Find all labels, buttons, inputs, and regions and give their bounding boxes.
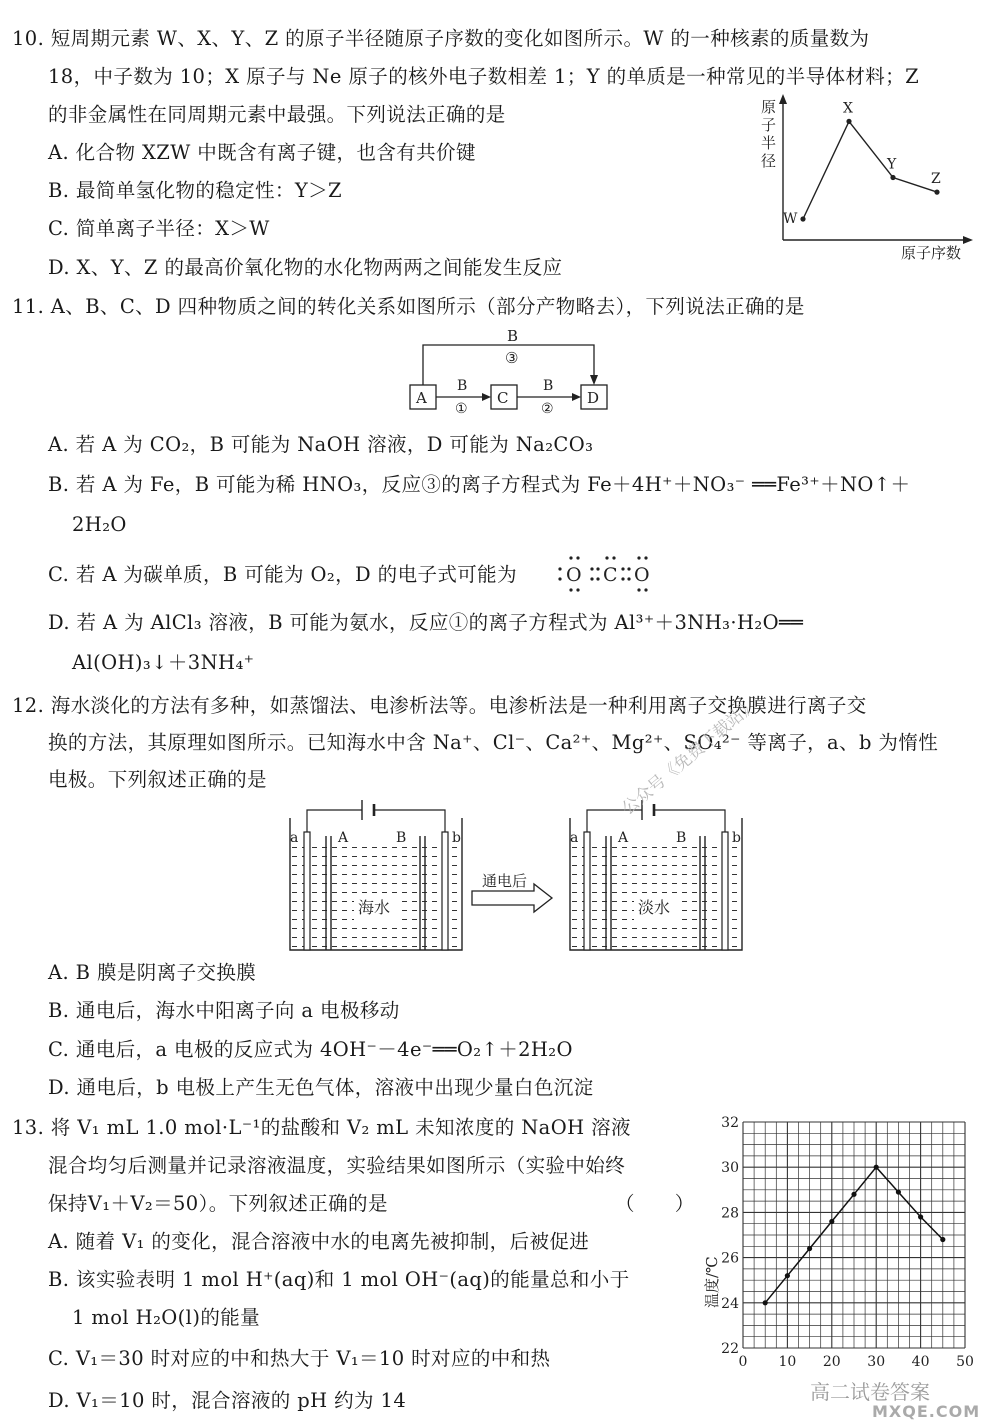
q10-option-c: C. 简单离子半径：X＞W bbox=[48, 217, 270, 240]
q10-option-a: A. 化合物 XZW 中既含有离子键，也含有共价键 bbox=[48, 141, 476, 164]
radius-point-y bbox=[890, 175, 895, 180]
radius-point-label-x: X bbox=[843, 100, 853, 117]
q12-stem-line1: 12. 海水淡化的方法有多种，如蒸馏法、电渗析法等。电渗析法是一种利用离子交换膜进行离子交 bbox=[12, 694, 867, 717]
y-axis-label-char: 半 bbox=[761, 134, 777, 152]
q12-stem-line3: 电极。下列叙述正确的是 bbox=[48, 768, 267, 791]
temperature-point bbox=[918, 1214, 923, 1219]
cell-after bbox=[570, 800, 742, 950]
x-axis-label: 原子序数 bbox=[901, 244, 962, 262]
conversion-diagram bbox=[405, 325, 625, 415]
x-tick-label: 0 bbox=[738, 1354, 748, 1370]
cell-before bbox=[290, 800, 462, 950]
temperature-point bbox=[829, 1219, 834, 1224]
q13-option-b: B. 该实验表明 1 mol H⁺(aq)和 1 mol OH⁻(aq)的能量总和小于 bbox=[48, 1268, 630, 1291]
y-axis-label-char: 原 bbox=[761, 98, 777, 116]
q10-stem-line1: 10. 短周期元素 W、X、Y、Z 的原子半径随原子序数的变化如图所示。W 的一种核素的质量数为 bbox=[12, 27, 870, 50]
membrane-a-label: A bbox=[618, 830, 629, 846]
atomic-radius-chart bbox=[755, 92, 975, 262]
radius-point-w bbox=[800, 216, 805, 221]
temperature-point bbox=[763, 1300, 768, 1305]
temperature-point bbox=[896, 1189, 901, 1194]
x-tick-label: 10 bbox=[778, 1354, 797, 1370]
box-c-label: C bbox=[497, 389, 509, 407]
freshwater-label: 淡水 bbox=[638, 898, 671, 917]
temperature-point bbox=[851, 1192, 856, 1197]
step-label-2: ② bbox=[541, 401, 554, 417]
watermark-bottom-right: 高二试卷答案 bbox=[810, 1380, 930, 1404]
q13-option-c: C. V₁＝30 时对应的中和热大于 V₁＝10 时对应的中和热 bbox=[48, 1347, 551, 1370]
formula-atom-c: C bbox=[603, 564, 618, 586]
temperature-point bbox=[807, 1246, 812, 1251]
y-tick-label: 28 bbox=[721, 1205, 739, 1222]
y-tick-label: 24 bbox=[721, 1295, 739, 1312]
arrow-2-head bbox=[572, 393, 581, 401]
radius-point-label-y: Y bbox=[887, 156, 897, 173]
q13-stem-line3: 保持V₁＋V₂＝50）。下列叙述正确的是 bbox=[48, 1192, 388, 1215]
electrode-a-label: a bbox=[570, 830, 579, 846]
membrane-a-label: A bbox=[338, 830, 349, 846]
q10-option-d: D. X、Y、Z 的最高价氧化物的水化物两两之间能发生反应 bbox=[48, 256, 563, 279]
q13-answer-blank: （ ） bbox=[615, 1192, 695, 1215]
step-label-1: ① bbox=[455, 401, 468, 417]
q11-option-b: B. 若 A 为 Fe，B 可能为稀 HNO₃，反应③的离子方程式为 Fe＋4H⁺＋NO₃⁻ ══Fe³⁺＋NO↑＋ bbox=[48, 473, 911, 496]
x-tick-label: 50 bbox=[956, 1354, 974, 1370]
q11-option-a: A. 若 A 为 CO₂，B 可能为 NaOH 溶液，D 可能为 Na₂CO₃ bbox=[48, 433, 594, 456]
q13-option-a: A. 随着 V₁ 的变化，混合溶液中水的电离先被抑制，后被促进 bbox=[48, 1230, 590, 1253]
x-tick-label: 40 bbox=[911, 1354, 930, 1370]
formula-atom-o1: O bbox=[566, 564, 582, 586]
membrane-b-label: B bbox=[396, 830, 407, 846]
arrow-label: 通电后 bbox=[482, 872, 528, 890]
y-axis-arrow bbox=[779, 94, 787, 104]
electrode-b-label: b bbox=[732, 830, 741, 846]
reagent-label-top: B bbox=[507, 327, 519, 345]
step-label-3: ③ bbox=[505, 349, 519, 367]
temperature-chart bbox=[703, 1112, 974, 1372]
radius-point-x bbox=[846, 119, 851, 124]
x-axis-arrow bbox=[963, 236, 973, 244]
box-a-label: A bbox=[416, 389, 427, 407]
reagent-label-1: B bbox=[457, 378, 468, 394]
y-axis-label-char: 子 bbox=[761, 116, 777, 134]
y-tick-label: 22 bbox=[721, 1341, 739, 1357]
radius-point-z bbox=[934, 190, 939, 195]
temperature-point bbox=[940, 1237, 945, 1242]
reagent-label-2: B bbox=[543, 378, 554, 394]
arrow-3-head bbox=[590, 375, 598, 385]
x-tick-label: 30 bbox=[867, 1354, 886, 1370]
q12-stem-line2: 换的方法，其原理如图所示。已知海水中含 Na⁺、Cl⁻、Ca²⁺、Mg²⁺、SO₄²⁻ 等离子，a、b 为惰性 bbox=[48, 731, 939, 754]
q13-option-d: D. V₁＝10 时，混合溶液的 pH 约为 14 bbox=[48, 1389, 407, 1412]
membrane-b-label: B bbox=[676, 830, 687, 846]
temperature-point bbox=[874, 1165, 879, 1170]
q11-stem: 11. A、B、C、D 四种物质之间的转化关系如图所示（部分产物略去），下列说法正确的是 bbox=[12, 295, 805, 318]
temperature-point bbox=[785, 1273, 790, 1278]
radius-series-line bbox=[803, 121, 937, 219]
q12-option-d: D. 通电后，b 电极上产生无色气体，溶液中出现少量白色沉淀 bbox=[48, 1076, 594, 1099]
co2-electron-formula bbox=[545, 553, 665, 593]
q12-option-b: B. 通电后，海水中阳离子向 a 电极移动 bbox=[48, 999, 400, 1022]
q13-stem-line2: 混合均匀后测量并记录溶液温度，实验结果如图所示（实验中始终 bbox=[48, 1154, 626, 1177]
y-axis-label: 温度/℃ bbox=[703, 1256, 721, 1308]
q12-option-a: A. B 膜是阴离子交换膜 bbox=[48, 961, 257, 984]
y-tick-label: 30 bbox=[721, 1160, 739, 1177]
electrode-a-label: a bbox=[290, 830, 299, 846]
radius-point-label-z: Z bbox=[931, 171, 941, 188]
q11-option-c: C. 若 A 为碳单质，B 可能为 O₂，D 的电子式可能为 bbox=[48, 563, 517, 586]
box-d-label: D bbox=[587, 389, 600, 407]
y-tick-label: 32 bbox=[721, 1115, 739, 1131]
q13-option-b-cont: 1 mol H₂O(l)的能量 bbox=[72, 1306, 261, 1329]
formula-atom-o2: O bbox=[634, 564, 650, 586]
x-tick-label: 20 bbox=[822, 1354, 841, 1370]
q10-stem-line2: 18，中子数为 10；X 原子与 Ne 原子的核外电子数相差 1；Y 的单质是一种常见的半导体材料；Z bbox=[48, 65, 920, 88]
q10-stem-line3: 的非金属性在同周期元素中最强。下列说法正确的是 bbox=[48, 103, 506, 126]
electrode-b-label: b bbox=[452, 830, 461, 846]
arrow-1-head bbox=[482, 393, 491, 401]
q11-option-d-cont: Al(OH)₃↓＋3NH₄⁺ bbox=[72, 651, 255, 674]
y-axis-label-char: 径 bbox=[761, 152, 777, 170]
radius-point-label-w: W bbox=[783, 210, 798, 227]
q11-option-d: D. 若 A 为 AlCl₃ 溶液，B 可能为氨水，反应①的离子方程式为 Al³⁺＋3NH₃·H₂O══ bbox=[48, 611, 804, 634]
watermark-footer: MXQE.COM bbox=[872, 1402, 981, 1421]
y-tick-label: 26 bbox=[721, 1250, 739, 1267]
watermark-diagonal: 公众号《免费下载站》 bbox=[618, 694, 762, 820]
q12-option-c: C. 通电后，a 电极的反应式为 4OH⁻－4e⁻══O₂↑＋2H₂O bbox=[48, 1038, 573, 1061]
seawater-label: 海水 bbox=[358, 898, 391, 917]
q13-stem-line1: 13. 将 V₁ mL 1.0 mol·L⁻¹的盐酸和 V₂ mL 未知浓度的 NaOH 溶液 bbox=[12, 1116, 631, 1139]
electrodialysis-figure bbox=[282, 798, 762, 958]
q10-option-b: B. 最简单氢化物的稳定性：Y＞Z bbox=[48, 179, 342, 202]
q11-option-b-cont: 2H₂O bbox=[72, 513, 127, 536]
